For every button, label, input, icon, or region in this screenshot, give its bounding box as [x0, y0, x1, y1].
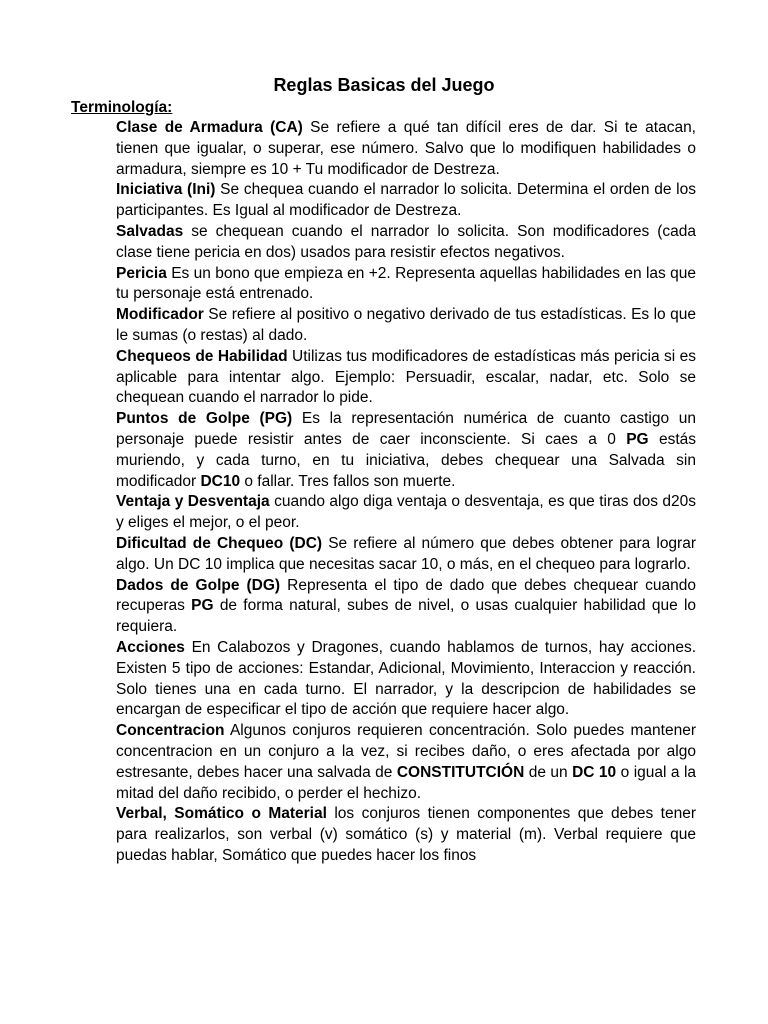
entry-dificultad-de-chequeo	[116, 534, 696, 576]
entry-text: los conjuros tienen componentes que debes tener para realizarlos, son verbal (v) somático (s) y material (m). Verbal requiere que puedas hablar, Somático que puedes hacer los finos	[116, 805, 696, 864]
entry-term: Iniciativa (Ini)	[116, 181, 216, 199]
entry-text: Se chequea cuando el narrador lo solicita. Determina el orden de los participantes. Es Igual al modificador de Destreza.	[116, 181, 696, 220]
emphasis-text: PG	[191, 597, 214, 615]
section-heading: Terminología:	[71, 99, 173, 116]
emphasis-text: PG	[626, 430, 649, 448]
emphasis-text: CONSTITUTCIÓN	[396, 763, 525, 781]
entry-text: Algunos conjuros requieren concentración. Solo puedes mantener concentracion en un conjuro a la vez, si recibes daño, o eres afectada por algo estresante, debes hacer una salvada de	[116, 722, 696, 781]
entry-term: Chequeos de Habilidad	[116, 347, 288, 365]
entry-text: de un	[524, 763, 573, 781]
entry-acciones	[116, 638, 696, 721]
entry-text: Se refiere al positivo o negativo derivado de tus estadísticas. Es lo que le sumas (o restas) al dado.	[116, 306, 696, 344]
entry-term: Ventaja y Desventaja	[116, 493, 270, 511]
entry-text: Representa el tipo de dado que debes chequear cuando recuperas	[116, 576, 696, 615]
emphasis-text: DC10	[200, 472, 241, 490]
entry-text: estás muriendo, y cada turno, en tu iniciativa, debes chequear una Salvada sin modificador	[116, 430, 697, 490]
entry-text: cuando algo diga ventaja o desventaja, es que tiras dos d20s y eliges el mejor, o el peor.	[116, 493, 697, 532]
entry-term: Salvadas	[116, 222, 184, 240]
entry-concentracion	[116, 721, 696, 804]
entry-text: Es un bono que empieza en +2. Representa aquellas habilidades en las que tu personaje está entrenado.	[116, 264, 696, 303]
entry-term: Dificultad de Chequeo (DC)	[116, 534, 323, 552]
entry-clase-de-armadura	[116, 118, 696, 180]
entry-term: Puntos de Golpe (PG)	[116, 410, 293, 428]
document-title: Reglas Basicas del Juego	[273, 75, 495, 95]
entry-term: Modificador	[116, 306, 204, 324]
entry-text: o fallar. Tres fallos son muerte.	[240, 472, 456, 490]
terminology-list	[116, 118, 696, 867]
entry-salvadas	[116, 222, 696, 264]
entry-iniciativa	[116, 180, 696, 222]
entry-term: Pericia	[116, 264, 167, 282]
entry-ventaja-y-desventaja	[116, 492, 696, 534]
entry-text: Se refiere a qué tan difícil eres de dar. Si te atacan, tienen que igualar, o superar, ese número. Salvo que lo modifiquen habilidades o armadura, siempre es 10 + Tu modificador de Destreza.	[116, 119, 696, 178]
entry-text: Se refiere al número que debes obtener para lograr algo. Un DC 10 implica que necesitas sacar 10, o más, en el chequeo para lograrlo.	[116, 534, 697, 573]
entry-pericia	[116, 264, 696, 306]
entry-text: Utilizas tus modificadores de estadísticas más pericia si es aplicable para intentar algo. Ejemplo: Persuadir, escalar, nadar, etc. Solo se chequean cuando el narrador lo pide.	[116, 347, 696, 407]
entry-term: Concentracion	[116, 722, 225, 740]
entry-term: Verbal, Somático o Material	[116, 805, 327, 823]
emphasis-text: DC 10	[572, 763, 617, 781]
entry-modificador	[116, 305, 696, 347]
entry-text: de forma natural, subes de nivel, o usas cualquier habilidad que lo requiera.	[116, 597, 697, 636]
entry-term: Dados de Golpe (DG)	[116, 576, 281, 594]
entry-term: Acciones	[116, 638, 185, 656]
entry-dados-de-golpe	[116, 576, 696, 638]
entry-verbal-somatico-material	[116, 804, 696, 866]
entry-text: se chequean cuando el narrador lo solicita. Son modificadores (cada clase tiene pericia en dos) usados para resistir efectos negativos.	[116, 222, 696, 261]
entry-text: Es la representación numérica de cuanto castigo un personaje puede resistir antes de caer inconsciente. Si caes a 0	[116, 410, 696, 448]
entry-puntos-de-golpe	[116, 409, 696, 492]
entry-chequeos-de-habilidad	[116, 347, 696, 409]
entry-term: Clase de Armadura (CA)	[116, 119, 303, 136]
entry-text: o igual a la mitad del daño recibido, o perder el hechizo.	[116, 763, 697, 802]
entry-text: En Calabozos y Dragones, cuando hablamos de turnos, hay acciones. Existen 5 tipo de acciones: Estandar, Adicional, Movimiento, Interaccion y reacción. Solo tienes una en cada turno. El narrador, y la descripcion de habilidades se encargan de especificar el tipo de acción que requiere hacer algo.	[116, 638, 696, 719]
